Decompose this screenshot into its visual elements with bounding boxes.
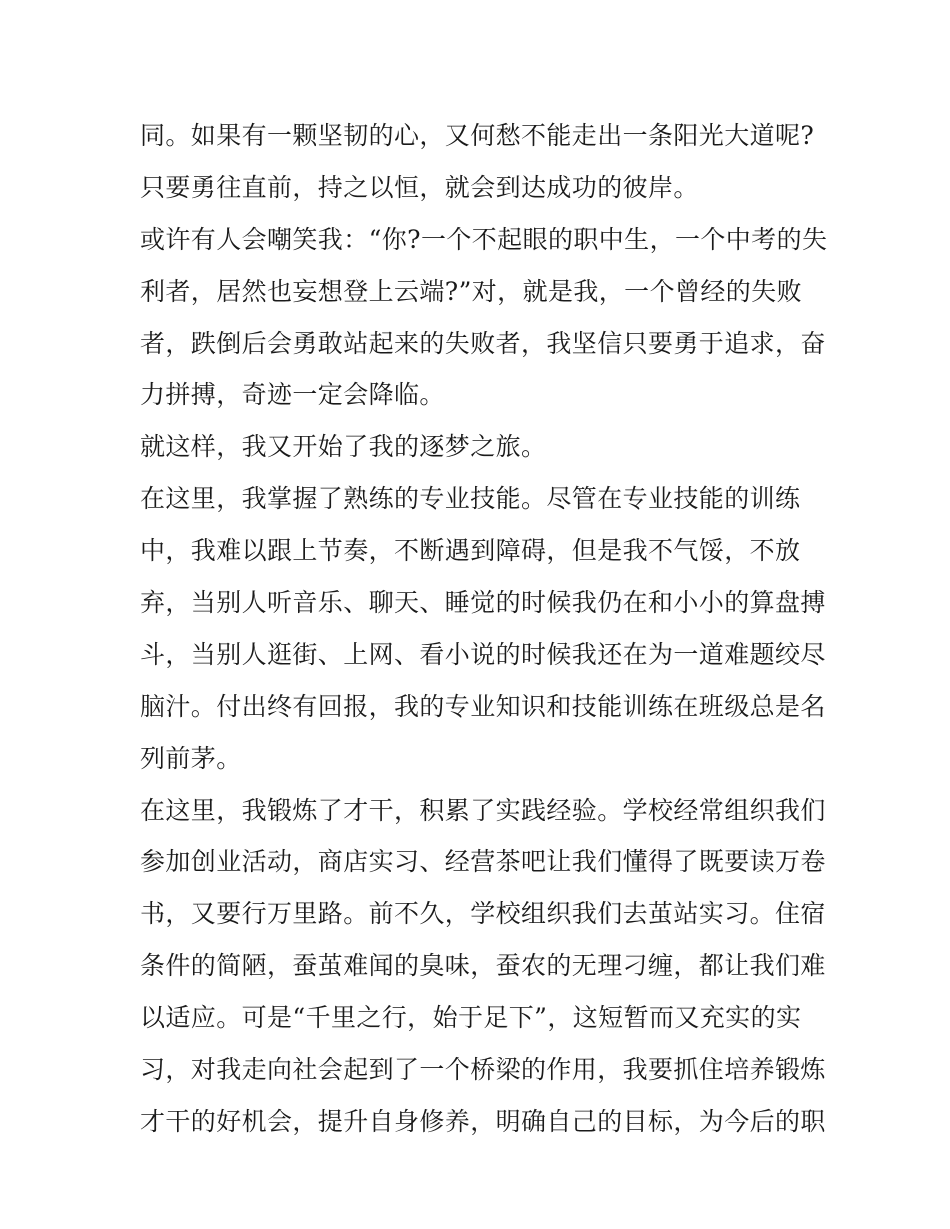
text-line: 就这样，我又开始了我的逐梦之旅。 bbox=[140, 432, 547, 462]
text-line: 在这里，我锻炼了才干，积累了实践经验。学校经常组织我们 bbox=[140, 795, 826, 825]
text-line: 中，我难以跟上节奏，不断遇到障碍，但是我不气馁，不放 bbox=[140, 536, 801, 566]
paragraph bbox=[140, 473, 826, 784]
text-line: 脑汁。付出终有回报，我的专业知识和技能训练在班级总是名 bbox=[140, 691, 826, 721]
text-line: 条件的简陋，蚕茧难闻的臭味，蚕农的无理刁缠，都让我们难 bbox=[140, 951, 826, 981]
text-line: 或许有人会嘲笑我：“你?一个不起眼的职中生，一个中考的失 bbox=[140, 224, 828, 254]
text-line: 弃，当别人听音乐、聊天、睡觉的时候我仍在和小小的算盘搏 bbox=[140, 588, 826, 618]
text-line: 才干的好机会，提升自身修养，明确自己的目标，为今后的职 bbox=[140, 1106, 826, 1136]
paragraph bbox=[140, 214, 828, 422]
text-line: 同。如果有一颗坚韧的心，又何愁不能走出一条阳光大道呢? bbox=[140, 121, 815, 150]
paragraph bbox=[140, 421, 820, 473]
paragraph bbox=[140, 110, 820, 214]
text-line: 斗，当别人逛街、上网、看小说的时候我还在为一道难题绞尽 bbox=[140, 639, 826, 669]
text-line: 习，对我走向社会起到了一个桥梁的作用，我要抓住培养锻炼 bbox=[140, 1055, 826, 1085]
text-line: 列前茅。 bbox=[140, 743, 242, 773]
text-line: 在这里，我掌握了熟练的专业技能。尽管在专业技能的训练 bbox=[140, 484, 801, 514]
text-line: 书，又要行万里路。前不久，学校组织我们去茧站实习。住宿 bbox=[140, 899, 826, 929]
text-line: 力拼搏，奇迹一定会降临。 bbox=[140, 380, 445, 410]
text-line: 只要勇往直前，持之以恒，就会到达成功的彼岸。 bbox=[140, 172, 699, 202]
text-line: 以适应。可是“千里之行，始于足下”，这短暂而又充实的实 bbox=[140, 1003, 802, 1033]
document-body bbox=[140, 110, 828, 1148]
paragraph bbox=[140, 785, 826, 1148]
text-line: 参加创业活动，商店实习、经营茶吧让我们懂得了既要读万卷 bbox=[140, 847, 826, 877]
text-line: 者，跌倒后会勇敢站起来的失败者，我坚信只要勇于追求，奋 bbox=[140, 328, 826, 358]
text-line: 利者，居然也妄想登上云端?”对，就是我，一个曾经的失败 bbox=[140, 276, 802, 306]
